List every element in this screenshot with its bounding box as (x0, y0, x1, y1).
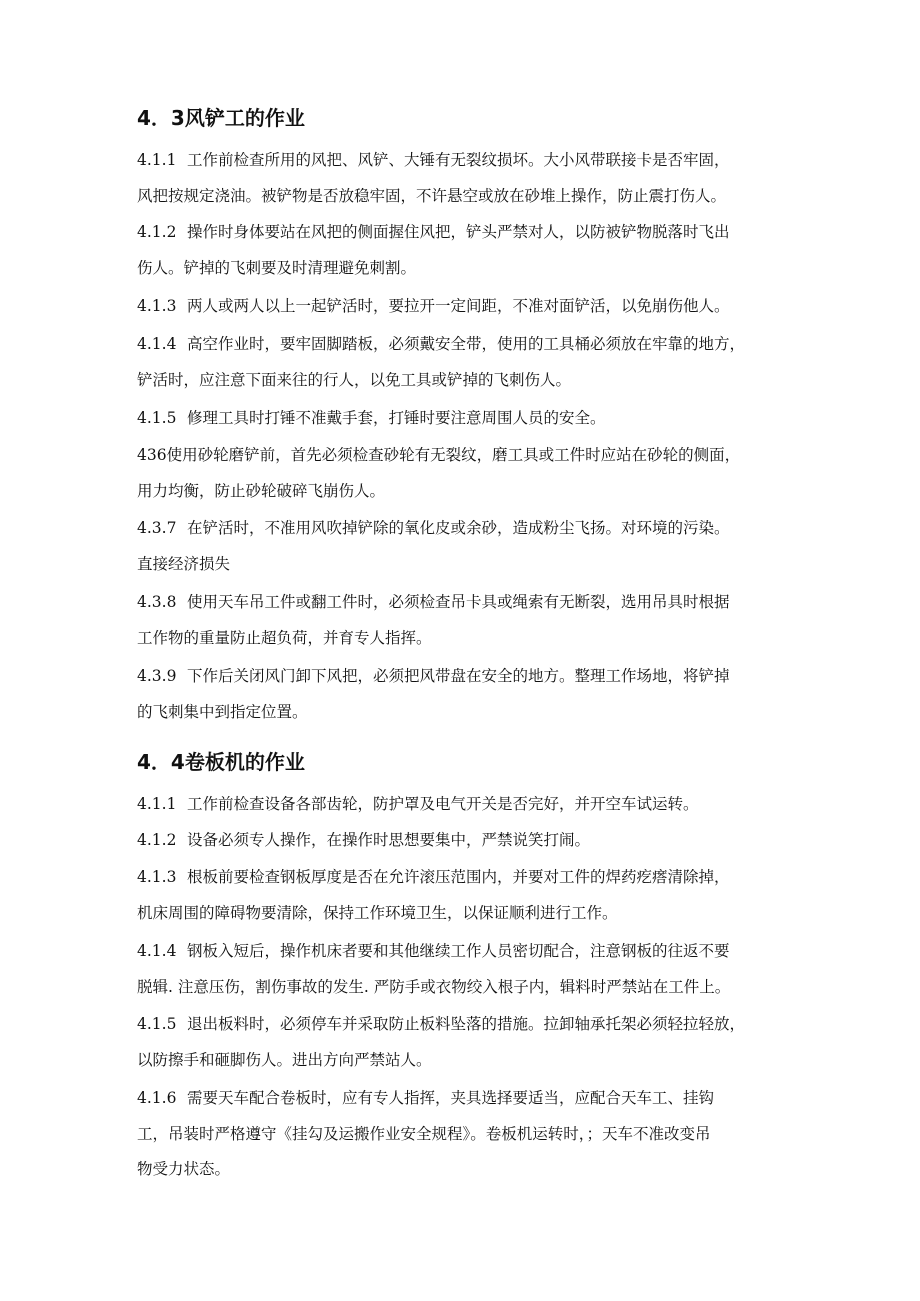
paragraph-line (137, 327, 797, 363)
item-number: 4.1.6 (137, 1089, 177, 1107)
item-text: 需要天车配合卷板时，应有专人指挥，夹具选择要适当，应配合天车工、挂钩 (187, 1089, 715, 1107)
paragraph-line (137, 401, 797, 437)
item-text: 使用天车吊工件或翻工件时，必须检查吊卡具或绳索有无断裂，选用吊具时根据 (187, 593, 730, 611)
item-number: 4.1.3 (137, 297, 177, 315)
item-text: 在铲活时，不准用风吹掉铲除的氧化皮或余砂，造成粉尘飞扬。对环境的污染。 (187, 519, 730, 537)
item-number: 4.1.4 (137, 942, 177, 960)
paragraph-4-1-2-b (137, 823, 797, 859)
item-text: 操作时身体要站在风把的侧面握住风把，铲头严禁对人，以防被铲物脱落时飞出 (187, 223, 730, 241)
paragraph-4-3-6 (137, 438, 797, 509)
item-number: 4.1.5 (137, 409, 177, 427)
section-heading-4-4: 4．4卷板机的作业 (137, 750, 305, 774)
item-text: 设备必须专人操作，在操作时思想要集中，严禁说笑打闹。 (187, 831, 591, 849)
paragraph-4-1-3-b (137, 860, 797, 931)
paragraph-line (137, 1007, 797, 1043)
item-text: 下作后关闭风门卸下风把，必须把风带盘在安全的地方。整理工作场地，将铲掉 (187, 667, 730, 685)
item-text: 退出板料时，必须停车并采取防止板料坠落的措施。拉卸轴承托架必须轻拉轻放， (187, 1015, 746, 1033)
item-number: 4.1.2 (137, 831, 177, 849)
paragraph-4-1-4-b (137, 934, 797, 1005)
paragraph-line: 用力均衡，防止砂轮破碎飞崩伤人。 (137, 481, 386, 500)
paragraph-4-1-5-b (137, 1007, 797, 1078)
item-number: 4.3.9 (137, 667, 177, 685)
item-text: 高空作业时，要牢固脚踏板，必须戴安全带，使用的工具桶必须放在牢靠的地方， (187, 335, 746, 353)
paragraph-line: 铲活时，应注意下面来往的行人，以免工具或铲掉的飞刺伤人。 (137, 370, 572, 389)
item-text: 工作前检查所用的风把、风铲、大锤有无裂纹损坏。大小风带联接卡是否牢固， (187, 151, 730, 169)
item-number: 4.1.1 (137, 795, 177, 813)
paragraph-4-1-5-a (137, 401, 797, 437)
paragraph-line (137, 1081, 797, 1117)
paragraph-4-3-8 (137, 585, 797, 656)
paragraph-line: 工，吊装时严格遵守《挂勾及运搬作业安全规程》。卷板机运转时，；天车不准改变吊 (137, 1124, 711, 1143)
paragraph-line: 机床周围的障碍物要清除，保持工作环境卫生，以保证顺利进行工作。 (137, 903, 618, 922)
paragraph-4-3-7 (137, 511, 797, 582)
item-number: 4.1.1 (137, 151, 177, 169)
paragraph-line: 物受力状态。 (137, 1160, 231, 1178)
paragraph-4-1-1-b (137, 787, 797, 823)
paragraph-line (137, 143, 797, 179)
paragraph-4-3-9 (137, 659, 797, 730)
paragraph-line: 的飞刺集中到指定位置。 (137, 702, 308, 721)
paragraph-line (137, 823, 797, 859)
paragraph-line: 风把按规定浇油。被铲物是否放稳牢固，不许悬空或放在砂堆上操作，防止震打伤人。 (137, 186, 727, 205)
paragraph-line (137, 289, 797, 325)
paragraph-line: 直接经济损失 (137, 554, 231, 573)
paragraph-line: 工作物的重量防止超负荷，并育专人指挥。 (137, 628, 432, 647)
paragraph-line (137, 585, 797, 621)
paragraph-line: 以防擦手和砸脚伤人。进出方向严禁站人。 (137, 1050, 432, 1069)
paragraph-4-1-3-a (137, 289, 797, 325)
item-text: 工作前检查设备各部齿轮，防护罩及电气开关是否完好，并开空车试运转。 (187, 795, 699, 813)
item-number: 4.1.2 (137, 223, 177, 241)
item-number: 4.1.3 (137, 868, 177, 886)
paragraph-line (137, 215, 797, 251)
item-number: 4.1.4 (137, 335, 177, 353)
paragraph-line (137, 860, 797, 896)
paragraph-line (137, 787, 797, 823)
paragraph-4-1-6-b (137, 1081, 797, 1188)
item-number: 4.3.8 (137, 593, 177, 611)
paragraph-line: 伤人。铲掉的飞刺要及时清理避免刺割。 (137, 258, 417, 277)
item-text: 钢板入短后，操作机床者要和其他继续工作人员密切配合，注意钢板的往返不要 (187, 942, 730, 960)
section-heading-4-3: 4．3风铲工的作业 (137, 106, 305, 130)
item-text: 根板前要检查钢板厚度是否在允许滚压范围内，并要对工件的焊药疙瘩清除掉， (187, 868, 730, 886)
paragraph-line (137, 659, 797, 695)
paragraph-4-1-1-a (137, 143, 797, 214)
paragraph-line (137, 511, 797, 547)
paragraph-line: 436使用砂轮磨铲前，首先必须检查砂轮有无裂纹，磨工具或工件时应站在砂轮的侧面， (137, 446, 741, 464)
item-text: 两人或两人以上一起铲活时，要拉开一定间距，不准对面铲活，以免崩伤他人。 (187, 297, 730, 315)
paragraph-4-1-2-a (137, 215, 797, 286)
item-text: 修理工具时打锤不准戴手套，打锤时要注意周围人员的安全。 (187, 409, 606, 427)
paragraph-line: 脱辑. 注意压伤，割伤事故的发生. 严防手或衣物绞入根子内，辑料时严禁站在工件上。 (137, 977, 731, 996)
item-number: 4.3.7 (137, 519, 177, 537)
paragraph-line (137, 934, 797, 970)
paragraph-4-1-4-a (137, 327, 797, 398)
item-number: 4.1.5 (137, 1015, 177, 1033)
